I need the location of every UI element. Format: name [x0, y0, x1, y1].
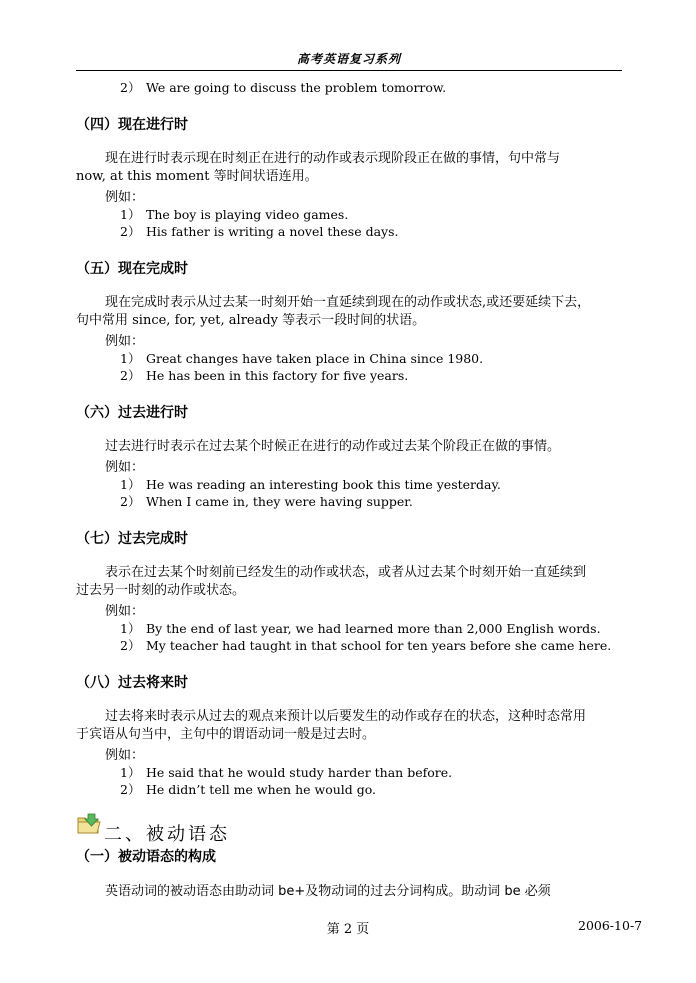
paragraph-line: 过去将来时表示从过去的观点来预计以后要发生的动作或存在的状态，这种时态常用 [105, 709, 587, 724]
list-text: By the end of last year, we had learned more than 2,000 English words. [146, 621, 601, 636]
example-label: 例如： [105, 748, 145, 763]
section-heading: （八）过去将来时 [76, 675, 188, 691]
paragraph-line: 英语动词的被动语态由助动词 be+及物动词的过去分词构成。助动词 be 必须 [105, 884, 551, 899]
paragraph-line: 表示在过去某个时刻前已经发生的动作或状态，或者从过去某个时刻开始一直延续到 [105, 565, 587, 580]
paragraph-line: 现在进行时表示现在时刻正在进行的动作或表示现阶段正在做的事情，句中常与 [105, 151, 561, 166]
list-number: 2） [120, 224, 141, 239]
list-number: 1） [120, 207, 141, 222]
paragraph-line: 过去进行时表示在过去某个时候正在进行的动作或过去某个阶段正在做的事情。 [105, 439, 561, 454]
list-number: 1） [120, 351, 141, 366]
section-heading: （五）现在完成时 [76, 261, 188, 277]
folder-icon [76, 812, 102, 836]
list-text: He didn’t tell me when he would go. [146, 782, 377, 797]
list-text: The boy is playing video games. [146, 207, 349, 222]
list-number: 2） [120, 494, 141, 509]
part-title: 二、被动语态 [104, 824, 230, 845]
list-text: He said that he would study harder than before. [146, 765, 453, 780]
list-item [120, 349, 483, 367]
paragraph-line: now, at this moment 等时间状语连用。 [76, 169, 318, 184]
paragraph-line: 句中常用 since, for, yet, already 等表示一段时间的状语。 [76, 313, 426, 328]
example-label: 例如： [105, 604, 145, 619]
list-item [120, 619, 601, 637]
list-item [120, 366, 408, 384]
list-text: His father is writing a novel these days. [146, 224, 399, 239]
list-number: 2） [120, 368, 141, 383]
list-item [120, 492, 413, 510]
section-heading: （七）过去完成时 [76, 531, 188, 547]
list-item [120, 222, 398, 240]
list-text: He was reading an interesting book this time yesterday. [146, 477, 501, 492]
subsection-heading: （一）被动语态的构成 [76, 849, 216, 865]
page-header [76, 50, 622, 71]
list-text: When I came in, they were having supper. [146, 494, 413, 509]
list-text: Great changes have taken place in China since 1980. [146, 351, 484, 366]
list-number: 2） [120, 782, 141, 797]
section-heading: （四）现在进行时 [76, 117, 188, 133]
example-label: 例如： [105, 460, 145, 475]
list-item [120, 475, 501, 493]
example-label: 例如： [105, 190, 145, 205]
section-heading: （六）过去进行时 [76, 405, 188, 421]
list-item [120, 636, 611, 654]
footer-date: 2006-10-7 [578, 918, 643, 933]
paragraph-line: 于宾语从句当中，主句中的谓语动词一般是过去时。 [76, 727, 376, 742]
list-text: My teacher had taught in that school for ten years before she came here. [146, 638, 612, 653]
page-number: 第 2 页 [326, 922, 370, 937]
paragraph-line: 现在完成时表示从过去某一时刻开始一直延续到现在的动作或状态,或还要延续下去， [105, 295, 591, 310]
list-text: We are going to discuss the problem tomorrow. [146, 80, 447, 95]
list-item [120, 780, 376, 798]
list-number: 2） [120, 638, 141, 653]
list-number: 1） [120, 621, 141, 636]
list-number: 2） [120, 80, 141, 95]
paragraph-line: 过去另一时刻的动作或状态。 [76, 583, 246, 598]
list-item [120, 205, 348, 223]
list-number: 1） [120, 477, 141, 492]
list-item [120, 78, 446, 96]
header-title: 高考英语复习系列 [296, 52, 401, 66]
list-text: He has been in this factory for five years. [146, 368, 409, 383]
list-number: 1） [120, 765, 141, 780]
list-item [120, 763, 452, 781]
example-label: 例如： [105, 334, 145, 349]
